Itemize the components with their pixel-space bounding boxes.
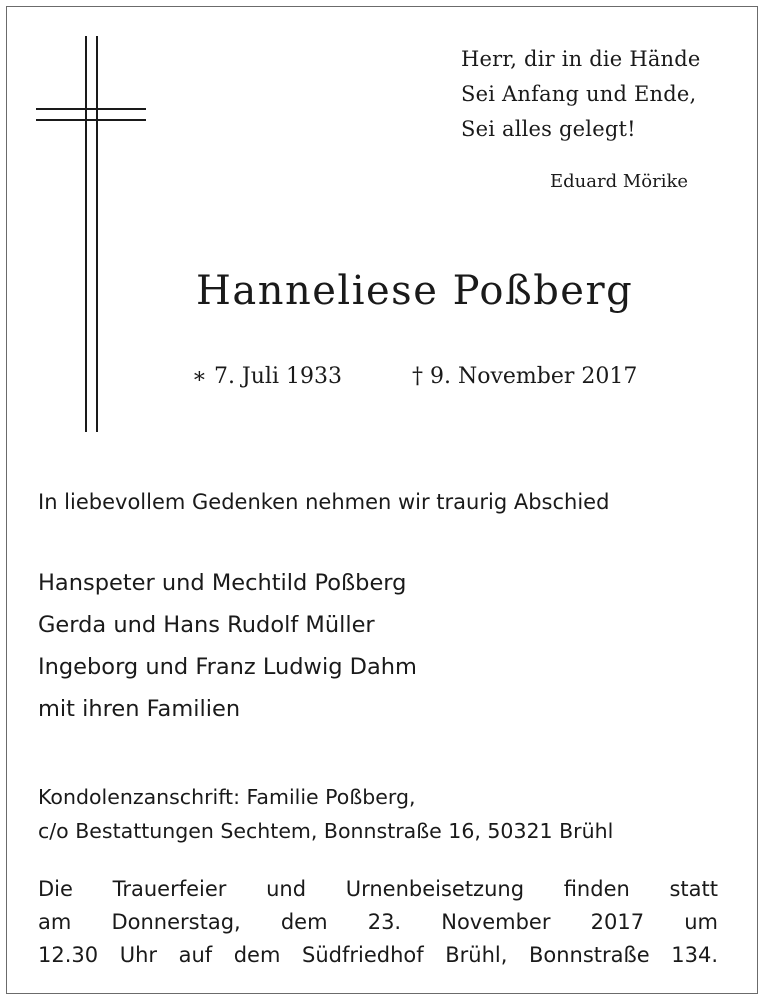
deceased-name: Hanneliese Poßberg xyxy=(196,268,634,314)
cross-vertical-right-line xyxy=(96,36,98,432)
cross-center-gap xyxy=(87,110,96,120)
service-line: 12.30 Uhr auf dem Südfriedhof Brühl, Bonnstraße 134. xyxy=(38,943,718,967)
intro-text: In liebevollem Gedenken nehmen wir traurig Abschied xyxy=(38,490,610,514)
poem-line: Sei Anfang und Ende, xyxy=(461,82,697,106)
poem-line: Sei alles gelegt! xyxy=(461,117,636,141)
mourner-line: Ingeborg und Franz Ludwig Dahm xyxy=(38,654,417,680)
cross-horizontal-bottom-line xyxy=(36,119,146,121)
mourner-line: Gerda und Hans Rudolf Müller xyxy=(38,612,375,638)
death-date: † 9. November 2017 xyxy=(412,364,638,389)
poem-author: Eduard Mörike xyxy=(550,171,689,192)
condolence-address xyxy=(38,780,613,848)
poem xyxy=(461,42,701,147)
service-line: Die Trauerfeier und Urnenbeisetzung finden statt xyxy=(38,877,718,901)
cross-vertical-left-line xyxy=(85,36,87,432)
mourners-list xyxy=(38,562,417,730)
poem-line: Herr, dir in die Hände xyxy=(461,47,701,71)
condolence-line: c/o Bestattungen Sechtem, Bonnstraße 16, 50321 Brühl xyxy=(38,819,614,843)
condolence-line: Kondolenzanschrift: Familie Poßberg, xyxy=(38,785,416,809)
service-info xyxy=(38,873,718,972)
mourner-line: mit ihren Familien xyxy=(38,696,241,722)
service-line: am Donnerstag, dem 23. November 2017 um xyxy=(38,910,718,934)
mourner-line: Hanspeter und Mechtild Poßberg xyxy=(38,570,407,596)
birth-date: ∗ 7. Juli 1933 xyxy=(192,364,342,389)
